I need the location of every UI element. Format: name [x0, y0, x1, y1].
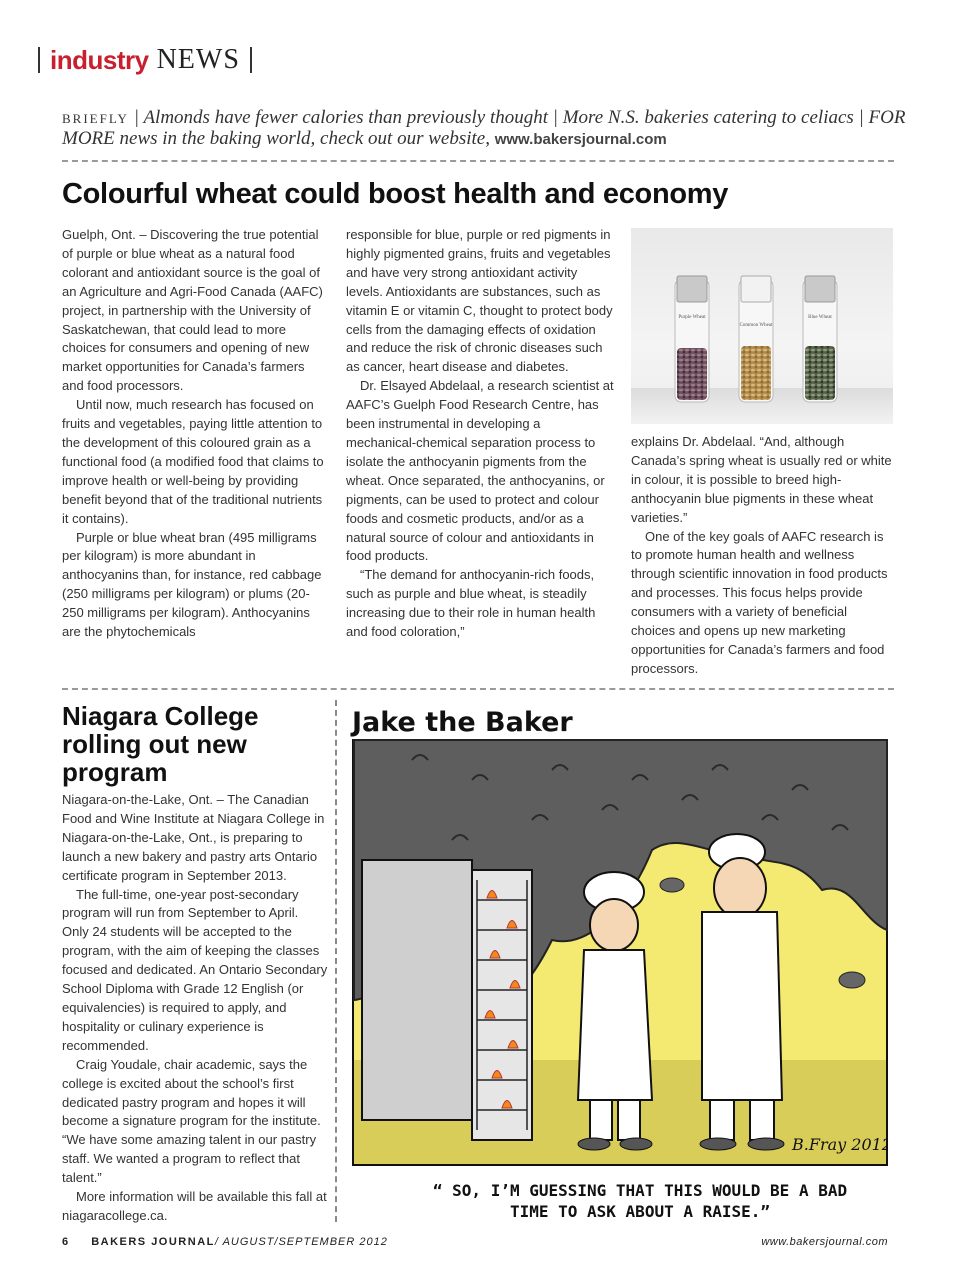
paragraph: Purple or blue wheat bran (495 milligrams per kilogram) is more abundant in anthocyanins than, for instance, red cabbage (250 milligrams per kilogram) or plums (20-250 milligrams per kilogram). Anthocyanins are the phytochemicals [62, 529, 322, 640]
section-header [38, 42, 252, 78]
story-title-niagara: Niagara College rolling out new program [62, 701, 259, 787]
paragraph: responsible for blue, purple or red pigments in highly pigmented grains, fruits and vegetables and have very strong antioxidant activity levels. Antioxidants are substances, such as vitamin E or vitamin C, thought to protect body cells from the damaging effects of oxidation and reduce the risk of chronic diseases such as cancer, heart disease and diabetes. [346, 227, 613, 375]
cartoon-illustration [352, 700, 888, 1172]
paragraph: The full-time, one-year post-secondary program will run from September to April. Only 24 students will be accepted to the program, with the aim of keeping the classes focused and dedicated. An Ontario Secondary School Diploma with Grade 12 English (or equivalencies) is required to apply, and hospitality or culinary experience is recommended. [62, 886, 328, 1053]
paragraph: Niagara-on-the-Lake, Ont. – The Canadian Food and Wine Institute at Niagara College in Niagara-on-the-Lake, Ont., is preparing to launch a new bakery and pastry arts Ontario certificate program in September 2013. [62, 792, 325, 883]
paragraph: Until now, much research has focused on fruits and vegetables, paying little attention to the development of this coloured grain as a functional food (a modified food that claims to improve health or well-being by providing benefit beyond that of the traditional nutrients it contains). [62, 397, 324, 526]
story1-column-1 [62, 226, 324, 642]
briefly-items: Almonds have fewer calories than previously thought | More N.S. bakeries catering to celiacs | FOR MORE news in the baking world, check out our website, [62, 107, 906, 149]
website-link[interactable]: www.bakersjournal.com [494, 131, 667, 148]
paragraph: Guelph, Ont. – Discovering the true potential of purple or blue wheat as a natural food colorant and antioxidant source is the goal of an Agriculture and Agri-Food Canada (AAFC) project, in partnership with the University of Saskatchewan, that could lead to more choices for consumers and opening of new market opportunities for Canada’s farmers and food processors. [62, 227, 323, 394]
wheat-vials-photo [631, 228, 893, 424]
story1-column-3 [631, 433, 893, 679]
cartoon-panel [352, 700, 888, 1172]
divider-middle [62, 688, 894, 690]
section-word: industry [50, 44, 149, 75]
divider-top [62, 160, 894, 162]
story2-column [62, 791, 328, 1226]
paragraph: “The demand for anthocyanin-rich foods, such as purple and blue wheat, is steadily increasing due to their role in human health and food coloration,” [346, 567, 596, 640]
footer-website[interactable]: www.bakersjournal.com [761, 1236, 888, 1248]
cartoon-title: Jake the Baker [352, 707, 573, 738]
issue-date: / AUGUST/SEPTEMBER 2012 [214, 1236, 388, 1248]
vial-label-purple: Purple Wheat [678, 315, 706, 320]
bracket-left [38, 47, 40, 73]
column-rule [335, 700, 337, 1222]
paragraph: One of the key goals of AAFC research is to promote human health and wellness through scientific innovation in food products and processes. This focus helps provide consumers with a variety of beneficial choices and opens up new marketing opportunities for Canada’s farmers and food processors. [631, 528, 888, 676]
magazine-name: BAKERS JOURNAL [91, 1236, 215, 1248]
briefly-tag: BRIEFLY [62, 111, 129, 126]
page-footer [62, 1236, 888, 1248]
story1-column-2 [346, 226, 614, 642]
vial-label-common: Common Wheat [739, 323, 773, 328]
paragraph: explains Dr. Abdelaal. “And, although Canada’s spring wheat is usually red or white in colour, it is possible to breed high-anthocyanin blue pigments in these wheat varieties.” [631, 434, 892, 525]
paragraph: More information will be available this fall at niagaracollege.ca. [62, 1189, 327, 1223]
page-number: 6 [62, 1236, 69, 1248]
bracket-right [250, 47, 252, 73]
vials-illustration [631, 228, 893, 424]
paragraph: Craig Youdale, chair academic, says the college is excited about the school’s first dedicated pastry program and hopes it will become a signature program for the institute. “We have some amazing talent in our pastry staff. We wanted a program to reflect that talent.” [62, 1056, 321, 1186]
cartoonist-signature: B.Fray 2012 [792, 1135, 888, 1154]
cartoon-caption: “ SO, I’M GUESSING THAT THIS WOULD BE A BAD TIME TO ASK ABOUT A RAISE.” [432, 1181, 848, 1221]
vial-label-blue: Blue Wheat [808, 315, 832, 320]
briefly-bar: BRIEFLY | Almonds have fewer calories than previously thought | More N.S. bakeries catering to celiacs | FOR MORE news in the baking world, check out our website, www.bakersjournal.com [62, 107, 906, 149]
paragraph: Dr. Elsayed Abdelaal, a research scientist at AAFC’s Guelph Food Research Centre, has been instrumental in developing a mechanical-chemical separation process to isolate the anthocyanin pigments from the wheat. Once separated, the anthocyanins, or pigments, can be used to protect and colour foods and cosmetic products, and/or as a natural source of colour and antioxidants in food products. [346, 378, 614, 564]
section-label: NEWS [156, 44, 240, 75]
story-title-wheat: Colourful wheat could boost health and economy [62, 178, 729, 210]
